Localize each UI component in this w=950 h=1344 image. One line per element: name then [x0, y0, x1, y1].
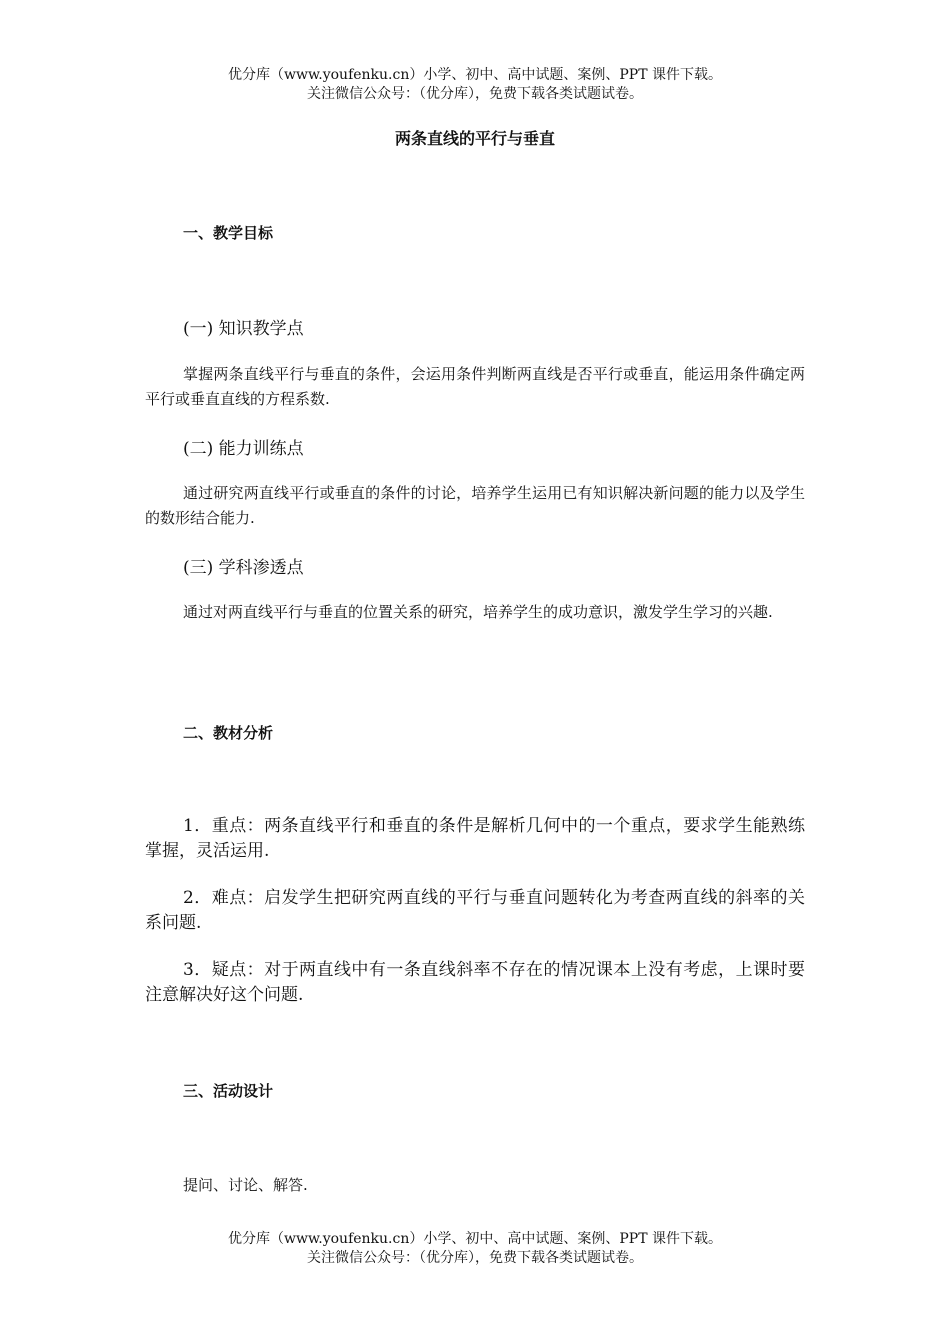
section-3-heading: 三、活动设计	[183, 1082, 274, 1100]
page-title: 两条直线的平行与垂直	[394, 129, 555, 148]
subsection-ability: (二) 能力训练点	[183, 439, 304, 459]
analysis-item-difficulty: 2．难点：启发学生把研究两直线的平行与垂直问题转化为考查两直线的斜率的关系问题.	[145, 888, 805, 933]
header-line-1: 优分库（www.youfenku.cn）小学、初中、高中试题、案例、PPT 课件下载。	[227, 67, 722, 83]
paragraph-knowledge: 掌握两条直线平行与垂直的条件，会运用条件判断两直线是否平行或垂直，能运用条件确定两平行或垂直直线的方程系数.	[145, 365, 805, 408]
paragraph-ability: 通过研究两直线平行或垂直的条件的讨论，培养学生运用已有知识解决新问题的能力以及学生的数形结合能力.	[145, 484, 805, 527]
subsection-knowledge: (一) 知识教学点	[183, 319, 304, 339]
footer-line-2: 关注微信公众号：（优分库），免费下载各类试题试卷。	[307, 1250, 643, 1266]
activity-text: 提问、讨论、解答.	[183, 1176, 308, 1194]
footer-line-1: 优分库（www.youfenku.cn）小学、初中、高中试题、案例、PPT 课件下载。	[227, 1231, 722, 1247]
section-2-heading: 二、教材分析	[183, 724, 274, 742]
section-1-heading: 一、教学目标	[183, 224, 274, 242]
analysis-item-doubt: 3．疑点：对于两直线中有一条直线斜率不存在的情况课本上没有考虑，上课时要注意解决好这个问题.	[145, 960, 805, 1005]
paragraph-discipline: 通过对两直线平行与垂直的位置关系的研究，培养学生的成功意识，激发学生学习的兴趣.	[183, 603, 773, 621]
subsection-discipline: (三) 学科渗透点	[183, 558, 304, 578]
header-line-2: 关注微信公众号：（优分库），免费下载各类试题试卷。	[307, 86, 643, 102]
analysis-item-key-point: 1．重点：两条直线平行和垂直的条件是解析几何中的一个重点，要求学生能熟练掌握，灵活运用.	[145, 816, 805, 861]
